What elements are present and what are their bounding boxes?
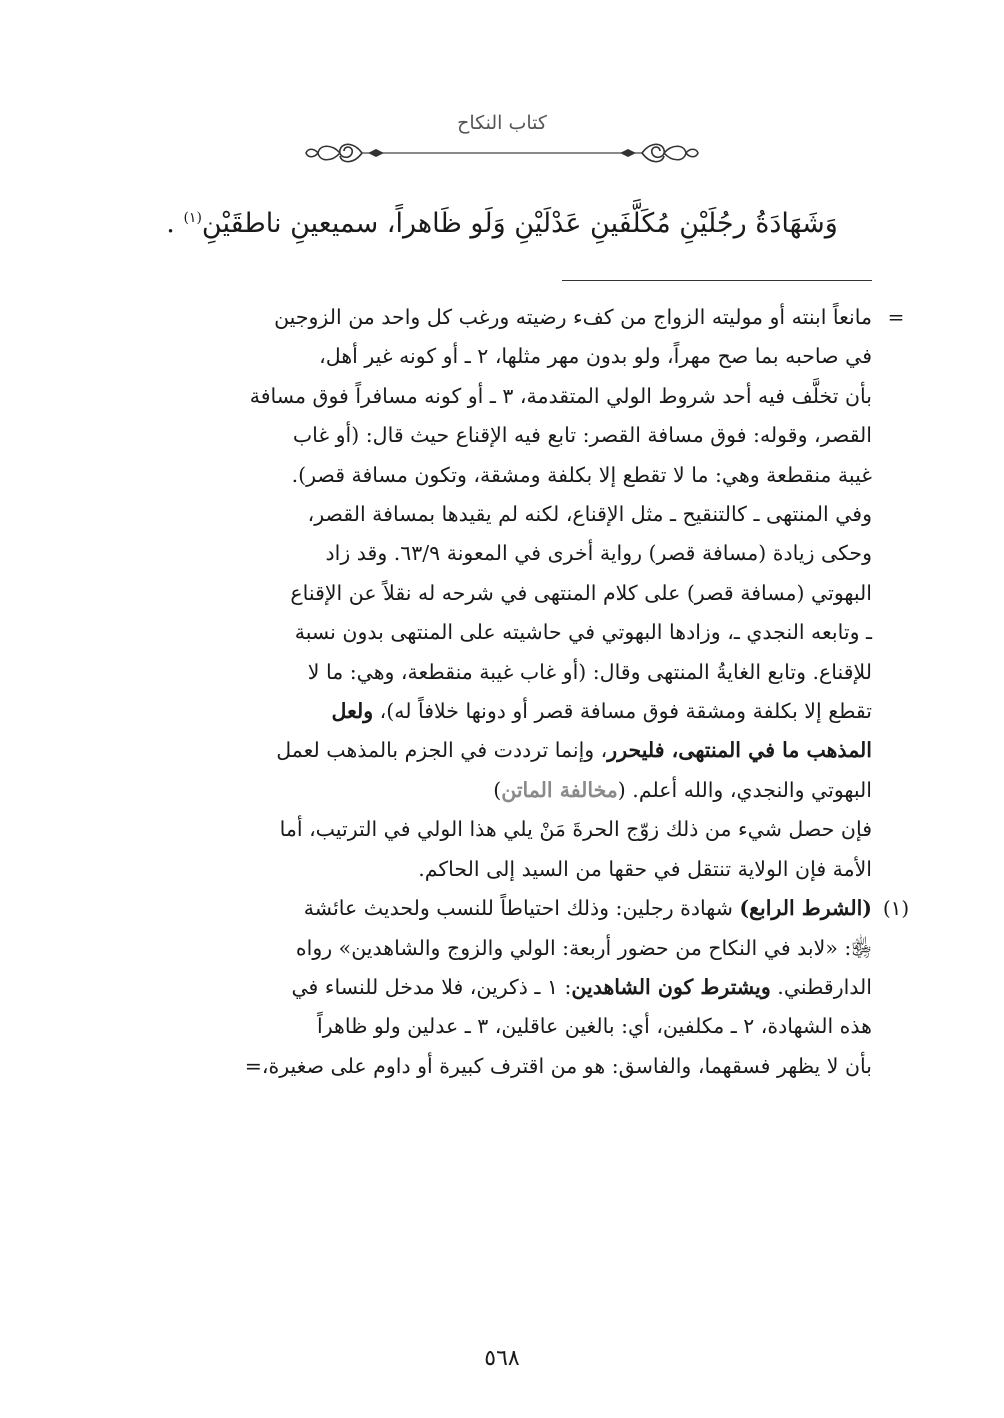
footnote-line: هذه الشهادة، ٢ ـ مكلفين، أي: بالغين عاقلين، ٣ ـ عدلين ولو ظاهراً (317, 1014, 872, 1039)
footnote-line: غيبة منقطعة وهي: ما لا تقطع إلا بكلفة ومشقة، وتكون مسافة قصر). (291, 462, 872, 487)
matn-end: . (166, 208, 175, 239)
footnote-line: ـ وتابعه النجدي ـ، وزادها البهوتي في حاشيته على المنتهى بدون نسبة (294, 620, 872, 645)
annotation-tag: مخالفة الماتن (501, 777, 618, 802)
footnote-line (132, 692, 872, 731)
bold-text: ويشترط كون الشاهدين (571, 974, 771, 999)
bold-text: (الشرط الرابع) (739, 896, 872, 921)
footnote-continuation (132, 298, 905, 889)
plain-text: ) (493, 777, 502, 802)
footnote-line: القصر، وقوله: فوق مسافة القصر: تابع فيه الإقناع حيث قال: (أو غاب (292, 423, 872, 448)
plain-text: البهوتي والنجدي، والله أعلم. ( (617, 777, 872, 802)
plain-text: الدارقطني. (770, 974, 872, 999)
footnote-line: فإن حصل شيء من ذلك زوّج الحرةَ مَنْ يلي هذا الولي في الترتيب، أما (279, 817, 872, 842)
footnote-line: للإقناع. وتابع الغايةُ المنتهى وقال: (أو غاب غيبة منقطعة، وهي: ما لا (307, 659, 872, 684)
plain-text: شهادة رجلين: وذلك احتياطاً للنسب ولحديث عائشة (303, 896, 740, 921)
footnote-reference: (١) (183, 210, 202, 226)
footnote-line: مانعاً ابنته أو موليته الزواج من كفء رضيته ورغب كل واحد من الزوجين (274, 305, 872, 329)
running-header (0, 112, 1004, 170)
bold-text: المذهب ما في المنتهى، فليحرر (607, 738, 872, 763)
footnote-line: بأن لا يظهر فسقهما، والفاسق: هو من اقترف كبيرة أو داوم على صغيرة،= (244, 1053, 872, 1078)
footnote-line: وحكى زيادة (مسافة قصر) رواية أخرى في المعونة ٦٣/٩. وقد زاد (325, 541, 872, 566)
footnote-line: وفي المنتهى ـ كالتنقيح ـ مثل الإقناع، لكنه لم يقيدها بمسافة القصر، (307, 502, 872, 527)
header-ornament-icon (302, 136, 702, 170)
continuation-marker: = (887, 305, 905, 329)
footnote-line: البهوتي (مسافة قصر) على كلام المنتهى في شرحه له نقلاً عن الإقناع (290, 580, 872, 605)
footnote-separator (562, 280, 872, 281)
footnote-number: (١) (882, 896, 910, 921)
footnote-1 (132, 889, 910, 1086)
plain-text: : ١ ـ ذكرين، فلا مدخل للنساء في (291, 974, 572, 999)
header-title: كتاب النكاح (457, 112, 547, 134)
page-number: ٥٦٨ (484, 1346, 520, 1371)
footnote-line: ﵂: «لابد في النكاح من حضور أربعة: الولي والزوج والشاهدين» رواه (295, 935, 872, 960)
footnote-line: في صاحبه بما صح مهراً، ولو بدون مهر مثلها، ٢ ـ أو كونه غير أهل، (319, 344, 872, 369)
matn-text: وَشَهَادَةُ رجُلَيْنِ مُكَلَّفَينِ عَدْلَيْنِ وَلَو ظَاهراً، سميعينِ ناطقَيْنِ (201, 208, 838, 239)
footnote-line: الأمة فإن الولاية تنتقل في حقها من السيد إلى الحاكم. (418, 856, 872, 881)
footnote-line (132, 771, 872, 810)
footnote-line: بأن تخلَّف فيه أحد شروط الولي المتقدمة، ٣ ـ أو كونه مسافراً فوق مسافة (249, 383, 872, 408)
footnote-line (132, 968, 872, 1007)
footnote-line (132, 889, 872, 928)
footnotes (132, 298, 910, 1086)
footnote-line (132, 731, 872, 770)
bold-text: ولعل (331, 699, 374, 724)
plain-text: ، وإنما ترددت في الجزم بالمذهب لعمل (276, 738, 608, 763)
plain-text: تقطع إلا بكلفة ومشقة فوق مسافة قصر أو دونها خلافاً له)، (373, 699, 872, 724)
matn-line (100, 196, 904, 246)
